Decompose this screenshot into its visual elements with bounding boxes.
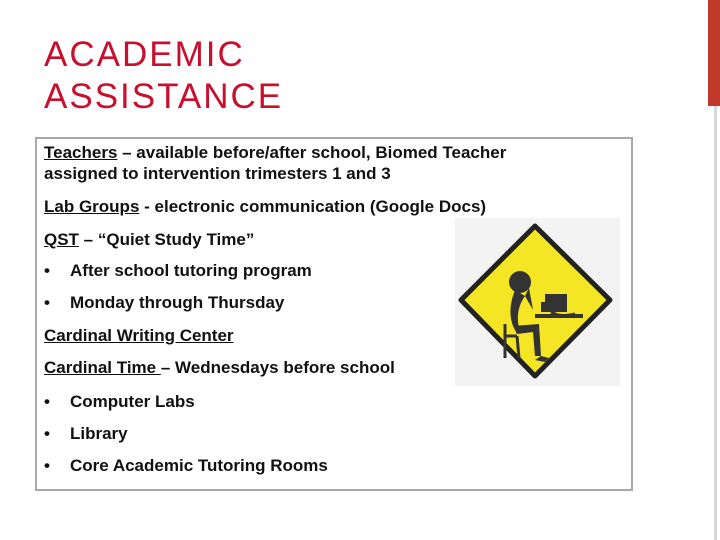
qst-label: QST [44,230,79,249]
qst-bullet [44,260,312,281]
cardinal-time-item [44,357,395,378]
teachers-label: Teachers [44,143,118,162]
qst-text: – “Quiet Study Time” [78,230,255,249]
cardinal-time-text: – Wednesdays before school [160,358,395,377]
bullet-mark: • [44,293,50,312]
teachers-item [44,142,506,163]
lab-groups-text: - electronic communication (Google Docs) [139,197,487,216]
lab-groups-item [44,196,486,217]
qst-bullet [44,292,284,313]
bullet-mark: • [44,392,50,411]
qst-item [44,229,254,250]
teachers-text-2: assigned to intervention trimesters 1 and 3 [44,164,391,183]
studying-person-warning-sign-icon [455,218,620,386]
accent-line [714,106,717,540]
cardinal-time-bullet-text: Computer Labs [70,392,195,411]
cardinal-time-bullet-text: Library [70,424,128,443]
qst-bullet-text: After school tutoring program [70,261,312,280]
cardinal-time-bullet [44,455,328,476]
bullet-mark: • [44,424,50,443]
title-line-2: ASSISTANCE [44,77,284,116]
bullet-mark: • [44,456,50,475]
teachers-item-line2 [44,163,391,184]
qst-bullet-text: Monday through Thursday [70,293,285,312]
cardinal-time-bullet [44,391,195,412]
teachers-text: – available before/after school, Biomed Teacher [117,143,507,162]
lab-groups-label: Lab Groups [44,197,140,216]
slide-title [44,34,283,118]
cardinal-time-bullet [44,423,128,444]
writing-center-item [44,325,234,346]
cardinal-time-label: Cardinal Time [44,358,161,377]
bullet-mark: • [44,261,50,280]
accent-bar [708,0,720,106]
title-line-1: ACADEMIC [44,35,245,74]
writing-center-label: Cardinal Writing Center [44,326,234,345]
cardinal-time-bullet-text: Core Academic Tutoring Rooms [70,456,328,475]
